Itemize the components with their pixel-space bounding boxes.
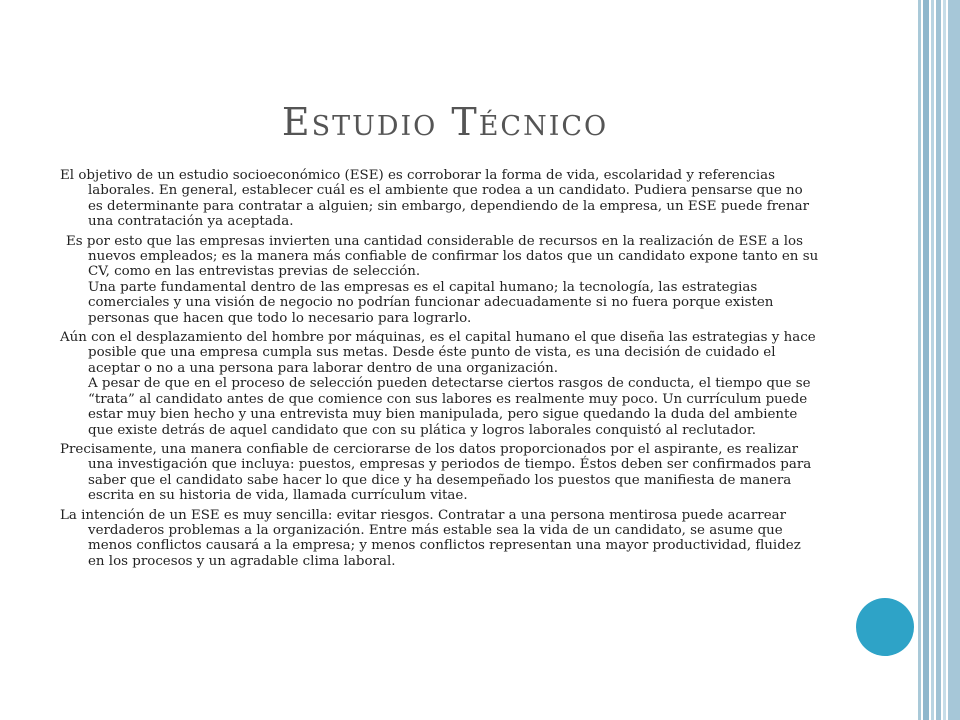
border-stripe <box>943 0 946 720</box>
border-stripe <box>936 0 941 720</box>
slide-title: Estudio Técnico <box>281 100 609 144</box>
paragraph-2 <box>60 234 820 326</box>
paragraph-1 <box>60 168 820 230</box>
paragraph-text: Aún con el desplazamiento del hombre por máquinas, es el capital humano el que diseña las estrategias y hace posible que una empresa cumpla sus metas. Desde éste punto de vista, es una decisión de cuidado el aceptar o no a una persona para laborar dentro de una organización. <box>60 330 816 376</box>
paragraph-text: La intención de un ESE es muy sencilla: evitar riesgos. Contratar a una persona mentirosa puede acarrear verdaderos problemas a la organización. Entre más estable sea la vida de un candidato, se asume que menos conflictos causará a la empresa; y menos conflictos representan una mayor productividad, fluidez en los procesos y un agradable clima laboral. <box>60 507 801 569</box>
border-stripe <box>923 0 929 720</box>
paragraph-text: Precisamente, una manera confiable de cerciorarse de los datos proporcionados por el aspirante, es realizar una investigación que incluya: puestos, empresas y periodos de tiempo. Éstos deben ser confirmados para saber que el candidato sabe hacer lo que dice y ha desempeñado los puestos que manifiesta de manera escrita en su historia de vida, llamada currículum vitae. <box>60 441 812 504</box>
border-stripe <box>918 0 921 720</box>
decorative-circle <box>856 598 914 656</box>
slide-body <box>60 168 820 573</box>
paragraph-text: El objetivo de un estudio socioeconómico (ESE) es corroborar la forma de vida, escolaridad y referencias laborales. En general, establecer cuál es el ambiente que rodea a un candidato. Pudiera pensarse que no es determinante para contratar a alguien; sin embargo, dependiendo de la empresa, un ESE puede frenar una contratación ya aceptada. <box>60 168 809 230</box>
border-stripe <box>931 0 934 720</box>
paragraph-4 <box>60 442 820 504</box>
border-stripe <box>948 0 960 720</box>
paragraph-3 <box>60 330 820 438</box>
paragraph-5 <box>60 508 820 570</box>
paragraph-text: Es por esto que las empresas invierten una cantidad considerable de recursos en la realización de ESE a los nuevos empleados; es la manera más confiable de confirmar los datos que un candidato expone tanto en su CV, como en las entrevistas previas de selección. <box>66 233 819 280</box>
paragraph-subtext: A pesar de que en el proceso de selección pueden detectarse ciertos rasgos de conducta, el tiempo que se “trata” al candidato antes de que comience con sus labores es realmente muy poco. Un currículum puede estar muy bien hecho y una entrevista muy bien manipulada, pero sigue quedando la duda del ambiente que existe detrás de aquel candidato que con su plática y logros laborales conquistó al reclutador. <box>88 376 811 438</box>
paragraph-subtext: Una parte fundamental dentro de las empresas es el capital humano; la tecnología, las estrategias comerciales y una visión de negocio no podrían funcionar adecuadamente si no fuera porque existen personas que hacen que todo lo necesario para lograrlo. <box>88 279 774 326</box>
